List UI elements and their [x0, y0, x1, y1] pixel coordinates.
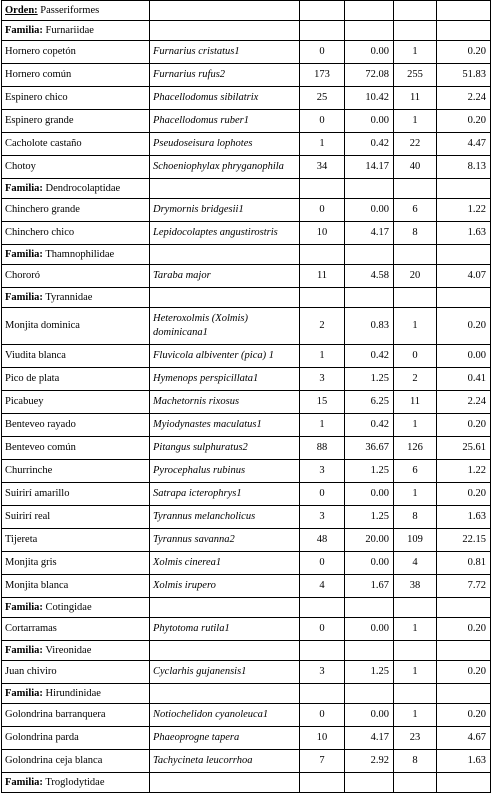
- family-label: Familia:: [5, 776, 43, 788]
- scientific-name-cell: Notiochelidon cyanoleuca1: [150, 704, 300, 727]
- common-name-cell: Picabuey: [2, 391, 150, 414]
- percent-cell: 1.22: [437, 460, 491, 483]
- count-cell: 2: [300, 308, 345, 345]
- family-row: [2, 773, 491, 793]
- count-cell: 25: [300, 87, 345, 110]
- count-cell: 3: [300, 661, 345, 684]
- common-name-cell: Espinero grande: [2, 110, 150, 133]
- common-name-cell: Churrinche: [2, 460, 150, 483]
- percent-cell: 14.17: [345, 156, 394, 179]
- family-cell: [2, 21, 150, 41]
- family-cell: [2, 684, 150, 704]
- count-cell: 11: [300, 265, 345, 288]
- percent-cell: 0.20: [437, 414, 491, 437]
- order-label: Orden:: [5, 4, 38, 16]
- count-cell: 1: [394, 41, 437, 64]
- family-label: Familia:: [5, 248, 43, 260]
- count-cell: 10: [300, 222, 345, 245]
- count-cell: 1: [394, 483, 437, 506]
- percent-cell: 0.20: [437, 308, 491, 345]
- species-row: [2, 345, 491, 368]
- count-cell: 0: [394, 345, 437, 368]
- percent-cell: 72.08: [345, 64, 394, 87]
- scientific-name-cell: Tyrannus savanna2: [150, 529, 300, 552]
- percent-cell: 4.17: [345, 727, 394, 750]
- count-cell: 1: [394, 414, 437, 437]
- common-name-cell: Pico de plata: [2, 368, 150, 391]
- scientific-name-cell: Machetornis rixosus: [150, 391, 300, 414]
- family-name: Hirundinidae: [45, 687, 101, 699]
- common-name-cell: Cortarramas: [2, 618, 150, 641]
- percent-cell: 1.25: [345, 506, 394, 529]
- percent-cell: 1.25: [345, 460, 394, 483]
- species-table-body: [2, 1, 491, 793]
- count-cell: 6: [394, 199, 437, 222]
- scientific-name-cell: Tachycineta leucorrhoa: [150, 750, 300, 773]
- family-row: [2, 288, 491, 308]
- species-row: [2, 199, 491, 222]
- percent-cell: 0.42: [345, 133, 394, 156]
- species-row: [2, 110, 491, 133]
- percent-cell: 0.00: [345, 704, 394, 727]
- species-row: [2, 529, 491, 552]
- percent-cell: 2.92: [345, 750, 394, 773]
- count-cell: 0: [300, 704, 345, 727]
- family-label: Familia:: [5, 24, 43, 36]
- common-name-cell: Monjita blanca: [2, 575, 150, 598]
- count-cell: 0: [300, 199, 345, 222]
- scientific-name-cell: Taraba major: [150, 265, 300, 288]
- percent-cell: 0.41: [437, 368, 491, 391]
- common-name-cell: Monjita dominica: [2, 308, 150, 345]
- scientific-name-cell: Hymenops perspicillata1: [150, 368, 300, 391]
- family-label: Familia:: [5, 291, 43, 303]
- common-name-cell: Golondrina ceja blanca: [2, 750, 150, 773]
- percent-cell: 1.63: [437, 506, 491, 529]
- percent-cell: 7.72: [437, 575, 491, 598]
- percent-cell: 4.17: [345, 222, 394, 245]
- percent-cell: 0.00: [345, 618, 394, 641]
- percent-cell: 1.25: [345, 368, 394, 391]
- percent-cell: 1.63: [437, 222, 491, 245]
- percent-cell: 4.47: [437, 133, 491, 156]
- order-row: [2, 1, 491, 21]
- count-cell: 0: [300, 41, 345, 64]
- species-row: [2, 727, 491, 750]
- scientific-name-cell: Schoeniophylax phryganophila: [150, 156, 300, 179]
- count-cell: 2: [394, 368, 437, 391]
- family-name: Vireonidae: [45, 644, 92, 656]
- common-name-cell: Suirirí real: [2, 506, 150, 529]
- percent-cell: 4.67: [437, 727, 491, 750]
- species-row: [2, 506, 491, 529]
- family-row: [2, 684, 491, 704]
- count-cell: 4: [300, 575, 345, 598]
- scientific-name-cell: Satrapa icterophrys1: [150, 483, 300, 506]
- family-row: [2, 21, 491, 41]
- scientific-name-cell: Xolmis irupero: [150, 575, 300, 598]
- count-cell: 10: [300, 727, 345, 750]
- percent-cell: 0.42: [345, 414, 394, 437]
- count-cell: 1: [394, 704, 437, 727]
- count-cell: 11: [394, 87, 437, 110]
- percent-cell: 1.22: [437, 199, 491, 222]
- scientific-name-cell: Heteroxolmis (Xolmis) dominicana1: [150, 308, 300, 345]
- family-row: [2, 179, 491, 199]
- count-cell: 48: [300, 529, 345, 552]
- scientific-name-cell: Myiodynastes maculatus1: [150, 414, 300, 437]
- percent-cell: 0.00: [345, 41, 394, 64]
- species-row: [2, 308, 491, 345]
- species-row: [2, 460, 491, 483]
- percent-cell: 51.83: [437, 64, 491, 87]
- percent-cell: 4.07: [437, 265, 491, 288]
- family-name: Thamnophilidae: [45, 248, 115, 260]
- common-name-cell: Golondrina barranquera: [2, 704, 150, 727]
- count-cell: 8: [394, 750, 437, 773]
- scientific-name-cell: Pitangus sulphuratus2: [150, 437, 300, 460]
- common-name-cell: Juan chiviro: [2, 661, 150, 684]
- percent-cell: 0.20: [437, 661, 491, 684]
- count-cell: 22: [394, 133, 437, 156]
- percent-cell: 1.67: [345, 575, 394, 598]
- common-name-cell: Espinero chico: [2, 87, 150, 110]
- scientific-name-cell: Phaeoprogne tapera: [150, 727, 300, 750]
- common-name-cell: Golondrina parda: [2, 727, 150, 750]
- species-row: [2, 41, 491, 64]
- species-row: [2, 64, 491, 87]
- percent-cell: 36.67: [345, 437, 394, 460]
- percent-cell: 0.00: [345, 483, 394, 506]
- percent-cell: 0.20: [437, 618, 491, 641]
- count-cell: 1: [394, 661, 437, 684]
- family-row: [2, 598, 491, 618]
- family-label: Familia:: [5, 182, 43, 194]
- count-cell: 8: [394, 506, 437, 529]
- count-cell: 109: [394, 529, 437, 552]
- common-name-cell: Tijereta: [2, 529, 150, 552]
- percent-cell: 25.61: [437, 437, 491, 460]
- percent-cell: 0.20: [437, 41, 491, 64]
- percent-cell: 8.13: [437, 156, 491, 179]
- species-row: [2, 133, 491, 156]
- percent-cell: 20.00: [345, 529, 394, 552]
- species-row: [2, 156, 491, 179]
- common-name-cell: Benteveo común: [2, 437, 150, 460]
- family-cell: [2, 288, 150, 308]
- count-cell: 173: [300, 64, 345, 87]
- count-cell: 3: [300, 506, 345, 529]
- family-cell: [2, 179, 150, 199]
- family-row: [2, 245, 491, 265]
- percent-cell: 0.20: [437, 483, 491, 506]
- count-cell: 3: [300, 368, 345, 391]
- count-cell: 1: [394, 308, 437, 345]
- scientific-name-cell: Drymornis bridgesii1: [150, 199, 300, 222]
- common-name-cell: Benteveo rayado: [2, 414, 150, 437]
- percent-cell: 2.24: [437, 87, 491, 110]
- percent-cell: 0.20: [437, 110, 491, 133]
- percent-cell: 0.42: [345, 345, 394, 368]
- count-cell: 88: [300, 437, 345, 460]
- family-cell: [2, 598, 150, 618]
- common-name-cell: Chinchero grande: [2, 199, 150, 222]
- species-table: [1, 0, 491, 793]
- family-cell: [2, 773, 150, 793]
- scientific-name-cell: Phytotoma rutila1: [150, 618, 300, 641]
- family-cell: [2, 641, 150, 661]
- common-name-cell: Suirirí amarillo: [2, 483, 150, 506]
- species-row: [2, 265, 491, 288]
- count-cell: 40: [394, 156, 437, 179]
- scientific-name-cell: Tyrannus melancholicus: [150, 506, 300, 529]
- percent-cell: 6.25: [345, 391, 394, 414]
- species-row: [2, 704, 491, 727]
- family-name: Dendrocolaptidae: [45, 182, 121, 194]
- count-cell: 126: [394, 437, 437, 460]
- percent-cell: 0.00: [345, 199, 394, 222]
- family-label: Familia:: [5, 601, 43, 613]
- scientific-name-cell: Cyclarhis gujanensis1: [150, 661, 300, 684]
- family-name: Tyrannidae: [45, 291, 93, 303]
- percent-cell: 1.63: [437, 750, 491, 773]
- count-cell: 0: [300, 552, 345, 575]
- scientific-name-cell: Furnarius rufus2: [150, 64, 300, 87]
- species-row: [2, 391, 491, 414]
- count-cell: 0: [300, 618, 345, 641]
- common-name-cell: Chororó: [2, 265, 150, 288]
- scientific-name-cell: Phacellodomus ruber1: [150, 110, 300, 133]
- family-cell: [2, 245, 150, 265]
- species-row: [2, 368, 491, 391]
- species-row: [2, 87, 491, 110]
- species-row: [2, 661, 491, 684]
- species-row: [2, 437, 491, 460]
- family-label: Familia:: [5, 687, 43, 699]
- species-row: [2, 750, 491, 773]
- species-row: [2, 414, 491, 437]
- count-cell: 1: [300, 345, 345, 368]
- count-cell: 1: [394, 618, 437, 641]
- scientific-name-cell: Phacellodomus sibilatrix: [150, 87, 300, 110]
- count-cell: 23: [394, 727, 437, 750]
- count-cell: 3: [300, 460, 345, 483]
- percent-cell: 0.20: [437, 704, 491, 727]
- species-row: [2, 552, 491, 575]
- percent-cell: 0.81: [437, 552, 491, 575]
- species-row: [2, 222, 491, 245]
- scientific-name-cell: Pseudoseisura lophotes: [150, 133, 300, 156]
- percent-cell: 2.24: [437, 391, 491, 414]
- family-name: Furnariidae: [45, 24, 94, 36]
- percent-cell: 4.58: [345, 265, 394, 288]
- percent-cell: 10.42: [345, 87, 394, 110]
- count-cell: 20: [394, 265, 437, 288]
- family-label: Familia:: [5, 644, 43, 656]
- percent-cell: 0.00: [345, 110, 394, 133]
- scientific-name-cell: Furnarius cristatus1: [150, 41, 300, 64]
- count-cell: 11: [394, 391, 437, 414]
- species-row: [2, 483, 491, 506]
- count-cell: 8: [394, 222, 437, 245]
- common-name-cell: Monjita gris: [2, 552, 150, 575]
- count-cell: 34: [300, 156, 345, 179]
- scientific-name-cell: Xolmis cinerea1: [150, 552, 300, 575]
- order-value: Passeriformes: [40, 4, 100, 16]
- percent-cell: 0.83: [345, 308, 394, 345]
- scientific-name-cell: Fluvicola albiventer (pica) 1: [150, 345, 300, 368]
- count-cell: 1: [300, 133, 345, 156]
- count-cell: 7: [300, 750, 345, 773]
- count-cell: 1: [394, 110, 437, 133]
- common-name-cell: Viudita blanca: [2, 345, 150, 368]
- percent-cell: 0.00: [437, 345, 491, 368]
- order-cell: [2, 1, 150, 21]
- count-cell: 15: [300, 391, 345, 414]
- species-row: [2, 575, 491, 598]
- common-name-cell: Chinchero chico: [2, 222, 150, 245]
- count-cell: 255: [394, 64, 437, 87]
- count-cell: 6: [394, 460, 437, 483]
- common-name-cell: Cacholote castaño: [2, 133, 150, 156]
- common-name-cell: Chotoy: [2, 156, 150, 179]
- species-row: [2, 618, 491, 641]
- percent-cell: 22.15: [437, 529, 491, 552]
- percent-cell: 0.00: [345, 552, 394, 575]
- count-cell: 0: [300, 483, 345, 506]
- family-row: [2, 641, 491, 661]
- common-name-cell: Hornero común: [2, 64, 150, 87]
- count-cell: 4: [394, 552, 437, 575]
- count-cell: 38: [394, 575, 437, 598]
- count-cell: 1: [300, 414, 345, 437]
- percent-cell: 1.25: [345, 661, 394, 684]
- common-name-cell: Hornero copetón: [2, 41, 150, 64]
- count-cell: 0: [300, 110, 345, 133]
- family-name: Cotingidae: [45, 601, 92, 613]
- scientific-name-cell: Lepidocolaptes angustirostris: [150, 222, 300, 245]
- scientific-name-cell: Pyrocephalus rubinus: [150, 460, 300, 483]
- family-name: Troglodytidae: [45, 776, 105, 788]
